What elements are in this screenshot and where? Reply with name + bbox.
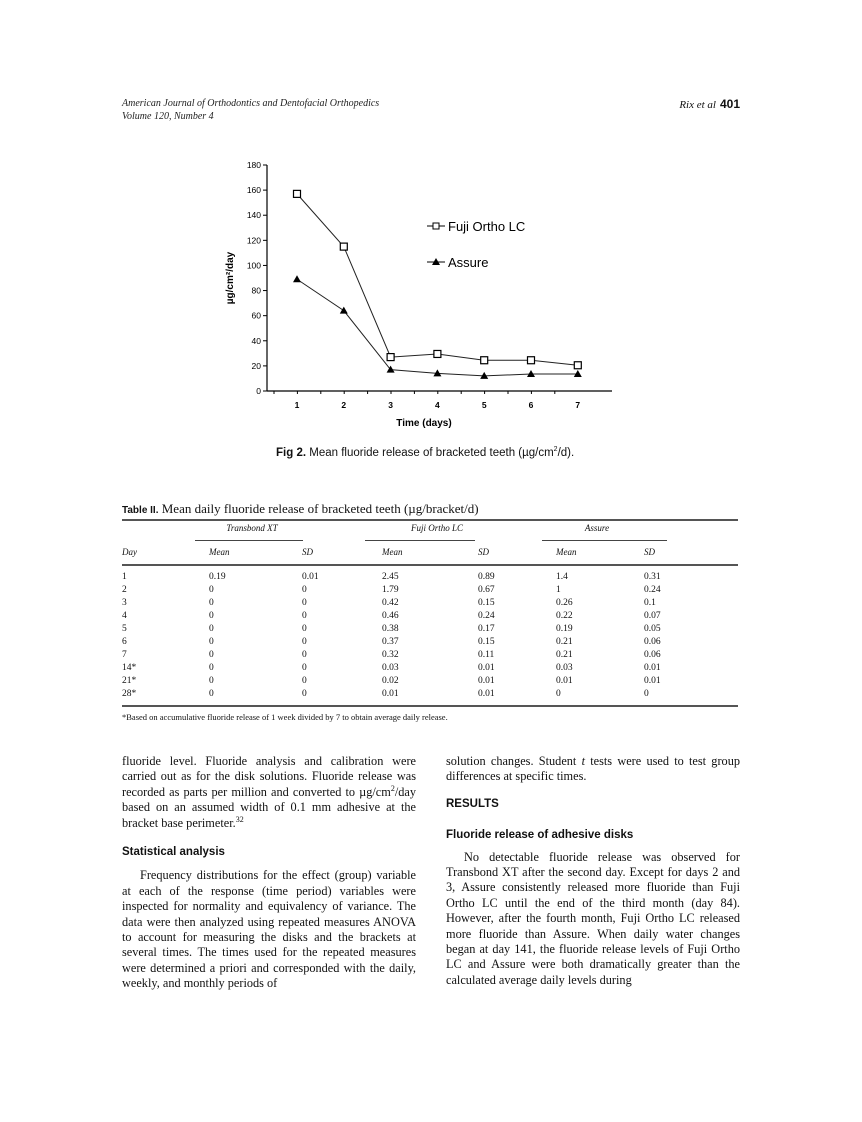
table-cell: 0.01 [478, 676, 495, 686]
table-cell: 0.19 [556, 624, 573, 634]
x-tick-label: 7 [575, 400, 581, 410]
table-top-rule [122, 519, 738, 521]
square-marker-icon [387, 354, 394, 361]
y-tick-label: 160 [246, 185, 261, 196]
table-cell: 0 [209, 637, 214, 647]
table-cell: 0 [302, 689, 307, 699]
figure-caption-text: Mean fluoride release of bracketed teeth (µg/cm [309, 446, 554, 459]
table-cell: 0.11 [478, 650, 495, 660]
y-tick-label: 100 [246, 260, 261, 271]
page-header-right [679, 97, 740, 111]
table-cell: 2.45 [382, 572, 399, 582]
table-cell: 0 [302, 611, 307, 621]
table-cell: 0.01 [478, 689, 495, 699]
x-tick-label: 1 [294, 400, 300, 410]
square-marker-icon [481, 357, 488, 364]
table-cell-day: 7 [122, 650, 127, 660]
table-cell: 0 [209, 650, 214, 660]
group-header-assure: Assure [584, 523, 610, 533]
col-header-mean: Mean [209, 547, 230, 557]
paragraph: fluoride level. Fluoride analysis and calibration were carried out as for the disk solutions. Fluoride release was recorded as parts per million and converted to $\mu g/cm^2$/day based on an assumed width of 0.1 mm adhesive at the bracket base perimeter.$^{32}$ [122, 754, 416, 830]
y-tick-label: 20 [251, 360, 261, 371]
table-cell: 0.01 [478, 663, 495, 673]
table-cell: 0.32 [382, 650, 399, 660]
triangle-marker-icon [340, 307, 348, 314]
group-header-fuji: Fuji Ortho LC [410, 523, 463, 533]
table-cell-day: 14* [122, 663, 137, 673]
table-cell-day: 1 [122, 572, 127, 582]
group-underline [542, 540, 667, 541]
table-cell: 0 [302, 598, 307, 608]
table-cell-day: 3 [122, 598, 127, 608]
table-cell: 0.15 [478, 637, 495, 647]
table-cell: 1 [556, 585, 561, 595]
table-cell-day: 21* [122, 676, 137, 686]
table-title-text: Mean daily fluoride release of bracketed teeth (µg/bracket/d) [161, 501, 479, 516]
section-heading-results: RESULTS [446, 797, 499, 810]
square-marker-icon [294, 190, 301, 197]
table-cell-day: 6 [122, 637, 127, 647]
col-header-sd: SD [302, 547, 313, 557]
table-cell: 0 [209, 611, 214, 621]
table-cell: 0.01 [644, 663, 661, 673]
paragraph: Frequency distributions for the effect (group) variable at each of the response (time period) variables were inspected for normality and equivalency of variance. The data were then analyzed using repeated measures ANOVA to account for measuring the disks and the brackets at several times. The times used for the repeated measures were determined a priori and corresponded with the daily, weekly, and monthly periods of [122, 868, 416, 991]
table-cell: 0.67 [478, 585, 495, 595]
series-line [297, 279, 578, 376]
table-cell: 0.1 [644, 598, 656, 608]
table-header-rule [122, 564, 738, 566]
table-cell: 0.38 [382, 624, 399, 634]
table-cell-day: 28* [122, 689, 137, 699]
table-cell: 0.01 [302, 572, 319, 582]
legend-square-icon [433, 223, 439, 229]
x-tick-label: 4 [435, 400, 440, 410]
square-marker-icon [340, 243, 347, 250]
col-header-mean: Mean [382, 547, 403, 557]
group-underline [365, 540, 475, 541]
table-cell: 0.06 [644, 637, 661, 647]
x-tick-label: 6 [528, 400, 534, 410]
col-header-day: Day [122, 547, 137, 557]
y-tick-label: 120 [246, 235, 261, 246]
body-right-column [446, 754, 740, 988]
table-cell: 0.02 [382, 676, 399, 686]
paragraph: No detectable fluoride release was observed for Transbond XT after the second day. Except for days 2 and 3, Assure consistently released more fluoride than Fuji Ortho LC until the end of the third month (day 84). However, after the fourth month, Fuji Ortho LC released more fluoride than Assure. When daily water changes began at day 141, the fluoride release levels of Fuji Ortho LC and Assure were both dramatically greater than the calculated average daily levels during [446, 849, 740, 987]
table-cell: 0.05 [644, 624, 661, 634]
x-tick-label: 5 [481, 400, 487, 410]
table-cell: 0 [209, 624, 214, 634]
table-cell: 1.4 [556, 572, 568, 582]
table-cell: 0.03 [382, 663, 399, 673]
table-cell: 0.31 [644, 572, 661, 582]
page-number: 401 [719, 97, 740, 111]
table-cell: 0.42 [382, 598, 399, 608]
square-marker-icon [434, 350, 441, 357]
table-cell: 0 [644, 689, 649, 699]
table-cell: 0.26 [556, 598, 573, 608]
y-tick-label: 40 [251, 335, 261, 346]
running-header [122, 97, 740, 123]
table-bottom-rule [122, 705, 738, 707]
col-header-sd: SD [478, 547, 489, 557]
journal-name: American Journal of Orthodontics and Dentofacial Orthopedics [122, 98, 380, 109]
authors: Rix et al [679, 99, 716, 111]
table-cell: 0.19 [209, 572, 226, 582]
square-marker-icon [528, 357, 535, 364]
triangle-marker-icon [574, 370, 582, 377]
y-tick-label: 180 [246, 160, 261, 170]
group-underline [195, 540, 303, 541]
table-cell: 0.15 [478, 598, 495, 608]
legend-label: Assure [448, 255, 489, 270]
table-cell: 0.06 [644, 650, 661, 660]
table-cell: 0.01 [556, 676, 573, 686]
table-cell: 0.21 [556, 650, 573, 660]
legend-label: Fuji Ortho LC [448, 219, 526, 234]
col-header-mean: Mean [556, 547, 577, 557]
series-line [297, 194, 578, 365]
table-cell: 0 [209, 676, 214, 686]
square-marker-icon [574, 362, 581, 369]
table-cell: 0 [556, 689, 561, 699]
table-cell: 0.07 [644, 611, 661, 621]
table-cell: 0 [209, 585, 214, 595]
y-axis-label: µg/cm²/day [225, 251, 236, 305]
table-cell: 0.24 [644, 585, 661, 595]
x-tick-label: 3 [388, 400, 393, 410]
triangle-marker-icon [527, 370, 535, 377]
table-cell: 0 [302, 650, 307, 660]
y-tick-label: 60 [251, 310, 261, 321]
group-header-transbond: Transbond XT [226, 523, 278, 533]
table-cell: 0.01 [644, 676, 661, 686]
figure-label: Fig 2. [276, 446, 307, 459]
table-title [122, 501, 479, 517]
table-cell: 0 [209, 689, 214, 699]
table-cell: 0.46 [382, 611, 399, 621]
table-cell: 0.24 [478, 611, 495, 621]
table-cell: 0.37 [382, 637, 399, 647]
table-cell-day: 2 [122, 585, 127, 595]
triangle-marker-icon [293, 275, 301, 282]
chart-canvas [200, 150, 620, 440]
x-axis-label: Time (days) [396, 418, 452, 429]
table-cell: 0.21 [556, 637, 573, 647]
journal-volume: Volume 120, Number 4 [122, 111, 214, 122]
table-cell: 0.89 [478, 572, 495, 582]
table-cell-day: 4 [122, 611, 127, 621]
table-label: Table II. [122, 505, 159, 516]
table-cell: 0 [302, 663, 307, 673]
table-cell: 0.22 [556, 611, 573, 621]
col-header-sd: SD [644, 547, 655, 557]
table-cell: 0.17 [478, 624, 495, 634]
line-chart [200, 150, 620, 440]
reference-number: 32 [235, 814, 244, 824]
figure-caption: Fig 2. Mean fluoride release of bracketed teeth $(\mu g/cm^2/d)$. [276, 446, 575, 459]
section-heading-statistical-analysis: Statistical analysis [122, 846, 225, 859]
y-tick-label: 80 [251, 285, 261, 296]
table-cell: 0 [302, 624, 307, 634]
table-cell: 0.03 [556, 663, 573, 673]
table-cell: 0.01 [382, 689, 399, 699]
x-tick-label: 2 [341, 400, 347, 410]
table-cell: 0 [302, 637, 307, 647]
body-left-column [122, 754, 416, 992]
y-tick-label: 140 [246, 210, 261, 221]
table-cell: 0 [209, 598, 214, 608]
table-cell-day: 5 [122, 624, 127, 634]
table-cell: 0 [302, 676, 307, 686]
table-cell: 0 [302, 585, 307, 595]
section-heading-adhesive-disks: Fluoride release of adhesive disks [446, 829, 634, 842]
y-tick-label: 0 [256, 386, 261, 396]
table-cell: 1.79 [382, 585, 399, 595]
paragraph: solution changes. Student t tests were used to test group differences at specific times. [446, 754, 740, 784]
table-cell: 0 [209, 663, 214, 673]
table-footnote: *Based on accumulative fluoride release of 1 week divided by 7 to obtain average daily release. [122, 712, 448, 722]
